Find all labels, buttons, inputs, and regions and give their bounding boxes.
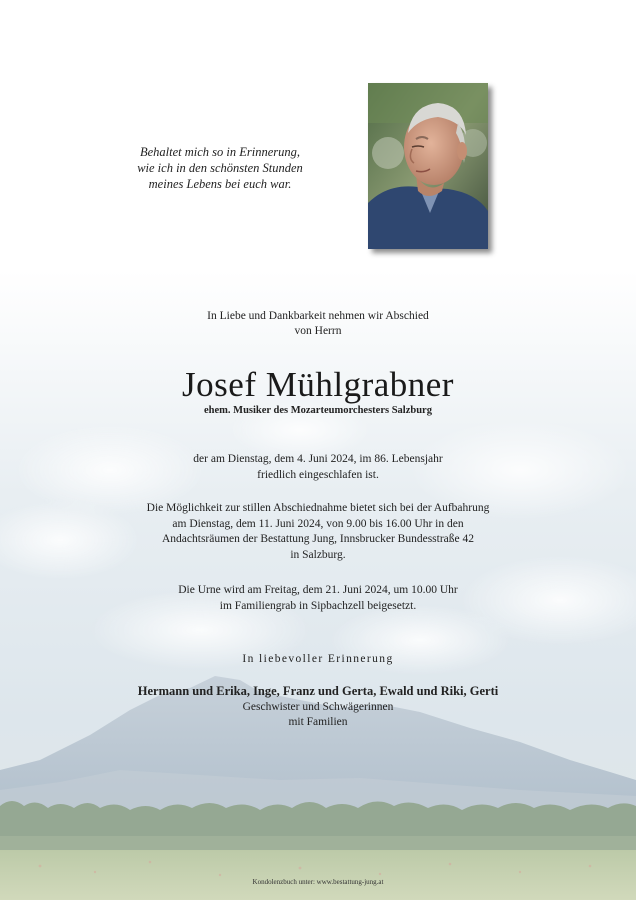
intro-line: von Herrn — [294, 325, 342, 337]
condolence-footer: Kondolenzbuch unter: www.bestattung-jung.at — [252, 878, 384, 886]
intro-line: In Liebe und Dankbarkeit nehmen wir Abschied — [207, 310, 429, 322]
portrait-photo — [368, 83, 488, 249]
viewing-line: in Salzburg. — [290, 548, 346, 561]
deceased-name: Josef Mühlgrabner — [182, 365, 454, 404]
relation-line: mit Familien — [288, 716, 348, 728]
viewing-line: Die Möglichkeit zur stillen Abschiednahme bietet sich bei der Aufbahrung — [146, 502, 490, 514]
quote-line: meines Lebens bei euch war. — [148, 177, 292, 191]
closing-phrase: In liebevoller Erinnerung — [242, 653, 394, 665]
viewing-line: am Dienstag, dem 11. Juni 2024, von 9.00 bis 16.00 Uhr in den — [172, 517, 464, 530]
death-notice — [0, 452, 636, 483]
mourner-names: Hermann und Erika, Inge, Franz und Gerta, Ewald und Riki, Gerti — [137, 684, 499, 698]
death-notice-line: friedlich eingeschlafen ist. — [257, 468, 379, 481]
farewell-intro — [0, 309, 636, 339]
relation-line: Geschwister und Schwägerinnen — [242, 701, 394, 713]
memorial-quote — [110, 144, 330, 192]
urn-burial-info — [0, 583, 636, 614]
quote-line: Behaltet mich so in Erinnerung, — [139, 145, 301, 159]
mourner-relations — [0, 700, 636, 730]
viewing-info — [0, 501, 636, 563]
urn-line: Die Urne wird am Freitag, dem 21. Juni 2024, um 10.00 Uhr — [178, 584, 458, 596]
quote-line: wie ich in den schönsten Stunden — [137, 161, 303, 175]
deceased-subtitle: ehem. Musiker des Mozarteumorchesters Salzburg — [204, 405, 432, 416]
meadow — [0, 850, 636, 900]
viewing-line: Andachtsräumen der Bestattung Jung, Innsbrucker Bundesstraße 42 — [161, 533, 475, 545]
death-notice-line: der am Dienstag, dem 4. Juni 2024, im 86. Lebensjahr — [193, 453, 443, 465]
urn-line: im Familiengrab in Sipbachzell beigesetzt. — [219, 599, 417, 612]
